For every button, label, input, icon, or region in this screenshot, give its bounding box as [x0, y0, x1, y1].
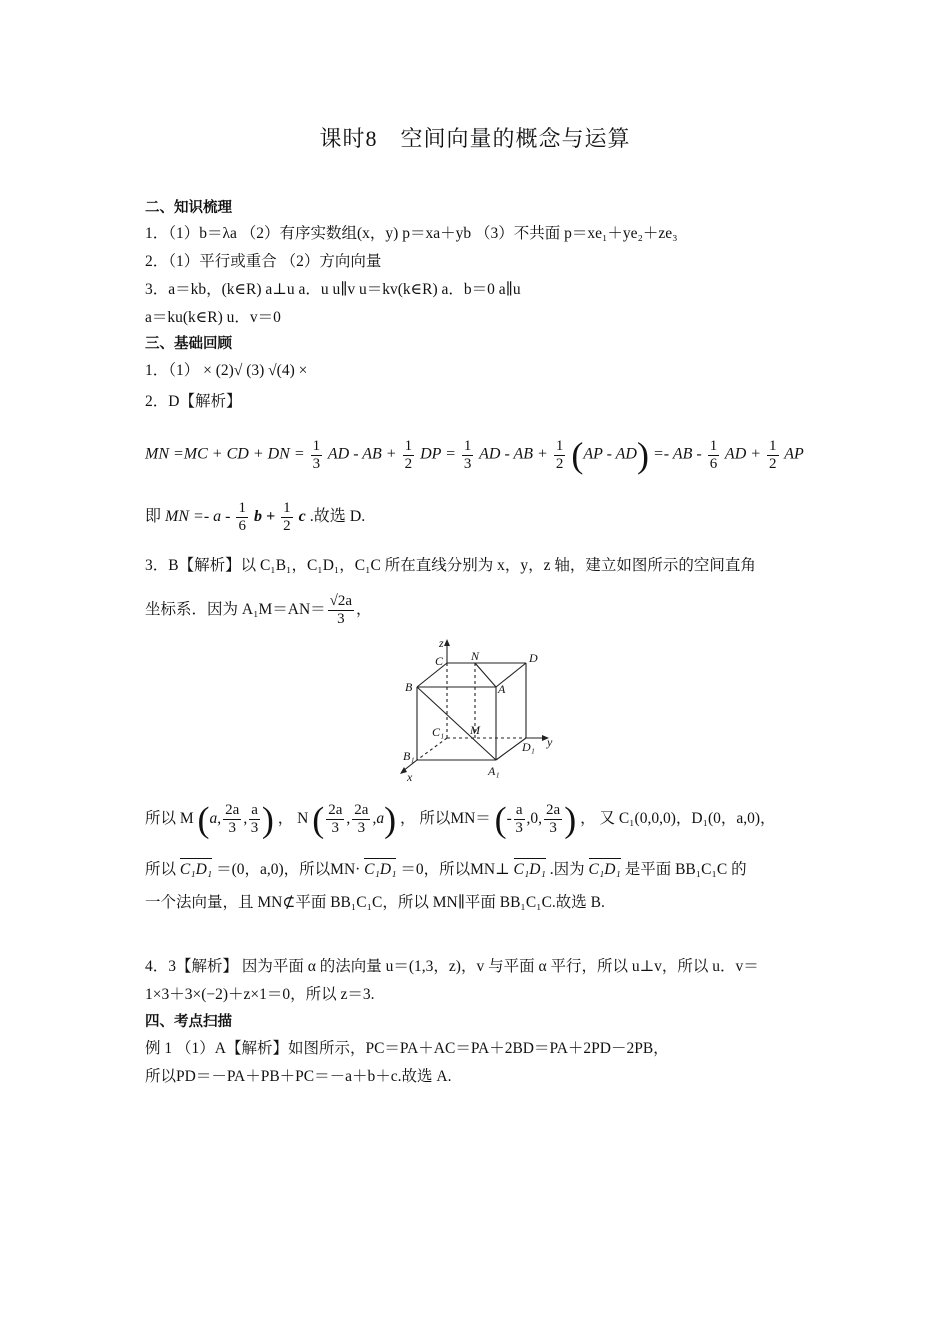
- label-M: M: [470, 723, 480, 737]
- page-title: 课时8 空间向量的概念与运算: [319, 126, 631, 151]
- fraction: $\frac{1}{6}$: [238, 500, 246, 534]
- normal-vector-line: 所以 C₁D₁ ＝(0，a,0)，所以MN· C₁D₁ ＝0，所以MN⊥ C₁D₁ .因为 C₁D₁ 是平面 BB₁C₁C 的: [145, 858, 747, 880]
- example-1-cont: 所以PD＝－PA＋PB＋PC＝－a＋b＋c.故选 A.: [145, 1068, 452, 1085]
- section-review: 三、基础回顾: [145, 336, 232, 352]
- review-item-3: 3．B【解析】以 C₁B₁，C₁D₁，C₁C 所在直线分别为 x，y，z 轴，建立如图所示的空间直角: [145, 557, 756, 574]
- formula-term: AP: [784, 445, 804, 463]
- review-item-1: 1．（1） × (2)√ (3) √(4) ×: [145, 362, 308, 379]
- formula-term: AD +: [724, 445, 762, 463]
- fraction: $\frac{1}{6}$: [709, 437, 718, 472]
- section-knowledge: 二、知识梳理: [145, 200, 232, 216]
- label-B1: B₁: [403, 749, 415, 763]
- fraction: $\frac{1}{2}$: [555, 437, 564, 472]
- review-item-3-cont: 坐标系．因为 A₁M＝AN＝ $\frac{√2a}{3}$ ，: [145, 592, 372, 627]
- label-C1: C₁: [432, 725, 445, 739]
- formula-lhs: MN =MC + CD + DN =: [145, 445, 305, 463]
- label-z: z: [439, 636, 444, 650]
- review-item-4-cont: 1×3＋3×(−2)＋z×1＝0，所以 z＝3.: [145, 986, 375, 1003]
- knowledge-item-3-cont: a＝ku(k∈R) u．v＝0: [145, 309, 281, 326]
- review-item-2: 2．D【解析】: [145, 393, 242, 410]
- formula-term: =- AB -: [652, 445, 702, 463]
- coordinates-line: 所以 M (a, $\frac{2a}{3}$ , $\frac{a}{3}$ ) ， N ( $\frac{2a}{3}$ , $\frac{2a}{3}$ ,a) ， 所以MN＝ (- $\frac{a}{3}$ ,0, $\frac{2a}{3}$ ) ， 又 C₁(0,0,0)，D₁(0，a,0)，: [145, 799, 776, 840]
- formula-term: AD - AB +: [327, 445, 397, 463]
- fraction: $\frac{1}{3}$: [312, 437, 321, 472]
- example-1: 例 1 （1）A【解析】如图所示，PC＝PA＋AC＝PA＋2BD＝PA＋2PD－2PB，: [145, 1040, 669, 1057]
- formula-term: DP =: [420, 445, 456, 463]
- label-A1: A₁: [488, 764, 500, 778]
- section-scan: 四、考点扫描: [145, 1014, 232, 1030]
- formula-result: 即 MN =- a - $\frac{1}{6}$ b + $\frac{1}{2}$ c .故选 D.: [145, 500, 366, 534]
- knowledge-item-2: 2．（1）平行或重合 （2）方向向量: [145, 253, 382, 270]
- label-D: D: [529, 651, 538, 665]
- knowledge-item-3: 3．a＝kb，(k∈R) a⊥u a．u u∥v u＝kv(k∈R) a．b＝0 a∥u: [145, 281, 521, 298]
- x-axis-dashed: [417, 738, 447, 760]
- label-A: A: [498, 682, 506, 696]
- diagonal: [417, 687, 496, 760]
- label-D1: D₁: [522, 740, 535, 754]
- cube-figure: [395, 635, 565, 785]
- formula-term: AP - AD: [583, 445, 637, 463]
- label-x: x: [407, 770, 413, 784]
- conclusion-line: 一个法向量，且 MN⊄平面 BB₁C₁C，所以 MN∥平面 BB₁C₁C.故选 B.: [145, 894, 605, 911]
- knowledge-item-1: 1．（1）b＝λa （2）有序实数组(x，y) p＝xa＋yb （3）不共面 p＝xe₁＋ye₂＋ze₃: [145, 225, 678, 242]
- label-B: B: [405, 680, 413, 694]
- fraction: $\frac{1}{2}$: [404, 437, 413, 472]
- fraction: $\frac{1}{2}$: [769, 437, 777, 472]
- formula-mn: MN =MC + CD + DN = $\frac{1}{3}$ AD - AB + $\frac{1}{2}$ DP = $\frac{1}{3}$ AD - AB + $\frac{1}{2}$ (AP - AD) =- AB - $\frac{1}{6}$ AD + $\frac{1}{2}$ AP: [145, 435, 804, 475]
- fraction: $\frac{1}{3}$: [463, 437, 472, 472]
- fraction: $\frac{1}{2}$: [283, 500, 291, 534]
- review-item-4: 4．3【解析】 因为平面 α 的法向量 u＝(1,3，z)，v 与平面 α 平行，所以 u⊥v，所以 u．v＝: [145, 958, 759, 975]
- z-arrow: [444, 639, 450, 646]
- label-N: N: [471, 649, 480, 663]
- label-y: y: [547, 735, 553, 749]
- formula-term: AD - AB +: [479, 445, 548, 463]
- label-C: C: [435, 654, 444, 668]
- diagonal: [475, 663, 496, 687]
